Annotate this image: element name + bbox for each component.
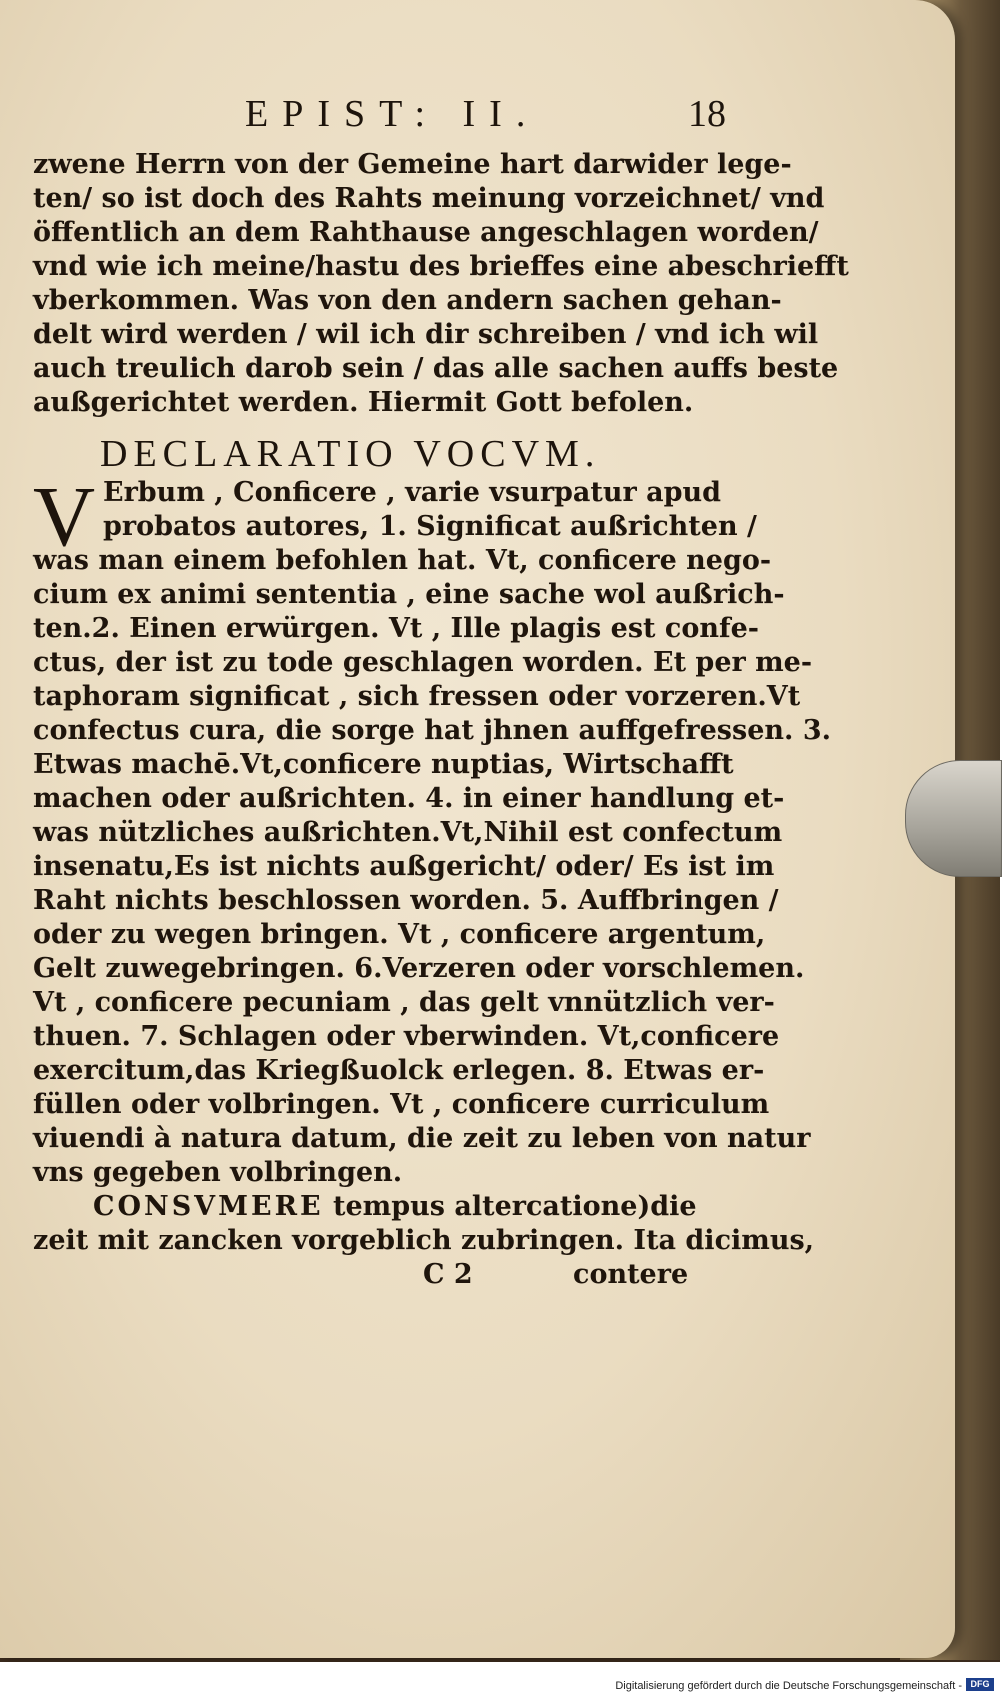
text-line: ten/ so ist doch des Rahts meinung vorzeichnet/ vnd — [33, 183, 825, 214]
text-line: was nützliches außrichten.Vt,Nihil est confectum — [33, 817, 783, 848]
text-line: insenatu,Es ist nichts außgericht/ oder/ Es ist im — [33, 851, 775, 882]
text-line: Etwas machē.Vt,conficere nuptias, Wirtschafft — [33, 749, 734, 780]
text-line: ctus, der ist zu tode geschlagen worden. Et per me- — [33, 647, 813, 678]
book-clasp — [905, 760, 1002, 877]
text-line: zeit mit zancken vorgeblich zubringen. Ita dicimus, — [33, 1225, 815, 1256]
text-line: probatos autores, 1. Significat außrichten / — [103, 511, 757, 542]
text-line: außgerichtet werden. Hiermit Gott befolen. — [33, 387, 694, 418]
text-line: thuen. 7. Schlagen oder vberwinden. Vt,conficere — [33, 1021, 780, 1052]
text-line: cium ex animi sententia , eine sache wol außrich- — [33, 579, 785, 610]
running-head: EPIST: II. — [245, 93, 540, 135]
drop-cap: V — [33, 468, 96, 564]
text-line: ten.2. Einen erwürgen. Vt , Ille plagis est confe- — [33, 613, 759, 644]
page-header — [0, 92, 955, 142]
text-line: delt wird werden / wil ich dir schreiben / vnd ich wil — [33, 319, 819, 350]
signature-mark: C 2 — [423, 1259, 473, 1290]
text-line: vns gegeben volbringen. — [33, 1157, 403, 1188]
text-line: öffentlich an dem Rahthause angeschlagen worden/ — [33, 217, 819, 248]
text-line: vnd wie ich meine/hastu des brieffes eine abeschriefft — [33, 251, 849, 282]
text-line: machen oder außrichten. 4. in einer handlung et- — [33, 783, 785, 814]
folio-number: 18 — [688, 93, 726, 135]
text-line: füllen oder volbringen. Vt , conficere curriculum — [33, 1089, 770, 1120]
text-line: auch treulich darob sein / das alle sachen auffs beste — [33, 353, 839, 384]
text-line — [33, 1190, 728, 1224]
text-line: was man einem befohlen hat. Vt, conficere nego- — [33, 545, 772, 576]
digitization-credit: Digitalisierung gefördert durch die Deutsche Forschungsgemeinschaft - — [615, 1680, 962, 1692]
paragraph-1 — [33, 148, 849, 420]
text-line: confectus cura, die sorge hat jhnen auffgefressen. 3. — [33, 715, 832, 746]
text-fragment: tempus altercatione)die — [323, 1191, 697, 1222]
text-line: Gelt zuwegebringen. 6.Verzeren oder vorschlemen. — [33, 953, 805, 984]
text-line: taphoram significat , sich fressen oder vorzeren.Vt — [33, 681, 801, 712]
text-line: Raht nichts beschlossen worden. 5. Auffbringen / — [33, 885, 779, 916]
catchword: contere — [573, 1259, 689, 1290]
paragraph-2 — [33, 468, 832, 1292]
text-line: Vt , conficere pecuniam , das gelt vnnützlich ver- — [33, 987, 775, 1018]
text-line: oder zu wegen bringen. Vt , conficere argentum, — [33, 919, 766, 950]
dfg-logo-icon: DFG — [966, 1678, 994, 1691]
text-line: zwene Herrn von der Gemeine hart darwider lege- — [33, 149, 792, 180]
text-line: Erbum , Conficere , varie vsurpatur apud — [103, 477, 722, 508]
text-line: viuendi à natura datum, die zeit zu leben von natur — [33, 1123, 811, 1154]
text-line: vberkommen. Was von den andern sachen gehan- — [33, 285, 782, 316]
section-heading: DECLARATIO VOCVM. — [100, 433, 601, 475]
page-footer-line — [33, 1258, 728, 1292]
smallcaps-term: CONSVMERE — [93, 1191, 324, 1222]
text-line: exercitum,das Kriegßuolck erlegen. 8. Etwas er- — [33, 1055, 765, 1086]
